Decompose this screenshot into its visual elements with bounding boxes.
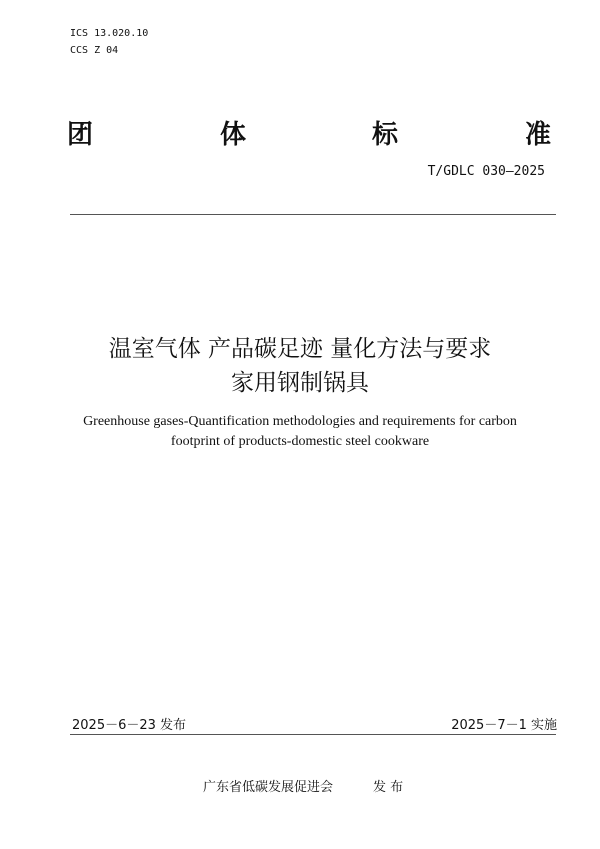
header-char-1: 团 bbox=[67, 120, 94, 150]
title-zh-line1: 温室气体 产品碳足迹 量化方法与要求 bbox=[108, 336, 492, 362]
header-char-4: 准 bbox=[525, 120, 552, 150]
header-char-2: 体 bbox=[220, 120, 247, 150]
publish-label: 发 布 bbox=[373, 780, 404, 795]
bottom-divider bbox=[70, 734, 556, 735]
issue-date: 2025－6－23 发布 bbox=[72, 718, 187, 733]
implementation-date: 2025－7－1 实施 bbox=[451, 718, 557, 733]
title-zh-line2: 家用钢制锅具 bbox=[231, 370, 369, 396]
title-en-line2: footprint of products-domestic steel cookware bbox=[170, 434, 430, 449]
ccs-code: CCS Z 04 bbox=[70, 45, 119, 56]
top-divider bbox=[70, 214, 556, 215]
standard-number: T/GDLC 030—2025 bbox=[427, 164, 545, 179]
title-en-line1: Greenhouse gases-Quantification methodologies and requirements for carbon bbox=[83, 414, 517, 429]
ics-code: ICS 13.020.10 bbox=[70, 28, 149, 39]
publisher-name: 广东省低碳发展促进会 bbox=[203, 780, 334, 795]
header-char-3: 标 bbox=[372, 120, 399, 150]
